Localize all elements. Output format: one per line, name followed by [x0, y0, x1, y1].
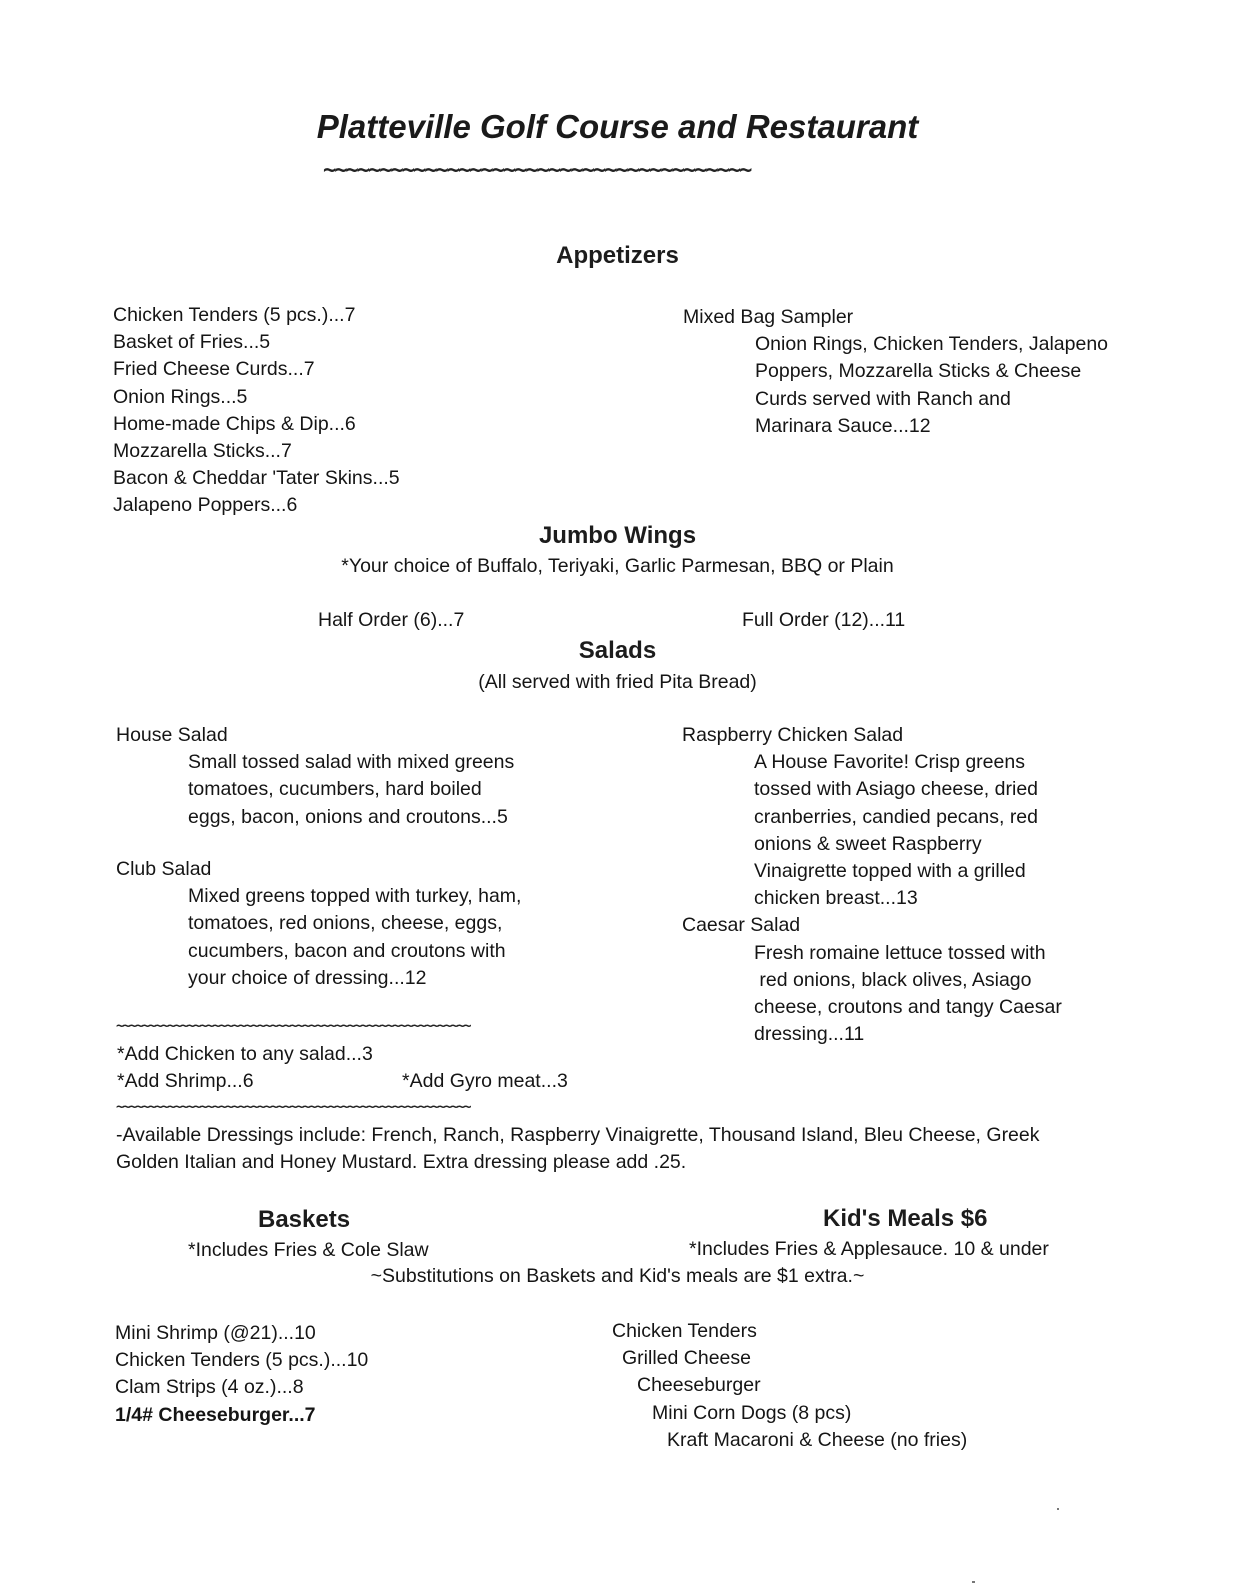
wings-choice-note: *Your choice of Buffalo, Teriyaki, Garlic Parmesan, BBQ or Plain — [341, 555, 894, 577]
house-salad-desc-line: tomatoes, cucumbers, hard boiled — [188, 778, 482, 801]
list-item: Mozzarella Sticks...7 — [113, 440, 292, 463]
sampler-desc-line: Onion Rings, Chicken Tenders, Jalapeno — [755, 333, 1109, 356]
caesar-salad-desc-line: red onions, black olives, Asiago — [754, 968, 1032, 991]
list-item: Chicken Tenders — [612, 1320, 757, 1342]
kids-meals-list — [612, 1318, 967, 1454]
dressings-line: -Available Dressings include: French, Ranch, Raspberry Vinaigrette, Thousand Island, Bleu Cheese, Greek — [116, 1124, 1040, 1146]
raspberry-salad-name: Raspberry Chicken Salad — [682, 724, 904, 746]
house-salad-name: House Salad — [116, 724, 228, 746]
caesar-salad-desc-line: cheese, croutons and tangy Caesar — [754, 996, 1062, 1019]
house-salad-block — [116, 722, 514, 831]
salads-heading: Salads — [578, 637, 657, 664]
list-item: Mini Shrimp (@21)...10 — [115, 1322, 316, 1344]
list-item: Kraft Macaroni & Cheese (no fries) — [667, 1428, 968, 1451]
club-salad-name: Club Salad — [116, 858, 212, 880]
sampler-desc-line: Poppers, Mozzarella Sticks & Cheese — [755, 360, 1082, 383]
add-chicken: *Add Chicken to any salad...3 — [117, 1043, 373, 1065]
list-item: Jalapeno Poppers...6 — [113, 494, 298, 517]
caesar-salad-desc-line: Fresh romaine lettuce tossed with — [754, 941, 1046, 964]
baskets-list — [115, 1320, 368, 1429]
baskets-heading: Baskets — [258, 1206, 351, 1233]
list-item: Clam Strips (4 oz.)...8 — [115, 1376, 304, 1399]
add-shrimp: *Add Shrimp...6 — [117, 1070, 254, 1092]
house-salad-desc-line: eggs, bacon, onions and croutons...5 — [188, 805, 508, 828]
salads-subheading: (All served with fried Pita Bread) — [478, 671, 757, 693]
list-item: Basket of Fries...5 — [113, 331, 271, 354]
appetizers-heading: Appetizers — [556, 242, 679, 269]
house-salad-desc-line: Small tossed salad with mixed greens — [188, 751, 515, 774]
sampler-desc-line: Curds served with Ranch and — [755, 387, 1011, 410]
title-wavy-rule: ~~~~~~~~~~~~~~~~~~~~~~~~~~~~~~~~~~~~~~ — [323, 158, 751, 183]
club-salad-desc-line: your choice of dressing...12 — [188, 966, 427, 989]
raspberry-salad-desc-line: A House Favorite! Crisp greens — [754, 751, 1025, 774]
club-salad-block — [116, 856, 521, 992]
jumbo-wings-heading: Jumbo Wings — [538, 522, 697, 549]
dressings-line: Golden Italian and Honey Mustard. Extra dressing please add .25. — [116, 1151, 687, 1173]
list-item: 1/4# Cheeseburger...7 — [115, 1403, 316, 1426]
caesar-salad-desc-line: dressing...11 — [754, 1023, 865, 1046]
wings-half-order: Half Order (6)...7 — [318, 609, 465, 631]
scan-speck — [1057, 1508, 1059, 1510]
list-item: Chicken Tenders (5 pcs.)...7 — [113, 304, 356, 326]
club-salad-desc-line: Mixed greens topped with turkey, ham, — [188, 885, 522, 908]
list-item: Onion Rings...5 — [113, 385, 248, 408]
kids-note: *Includes Fries & Applesauce. 10 & under — [689, 1238, 1049, 1260]
caesar-salad-name: Caesar Salad — [682, 914, 801, 937]
list-item: Bacon & Cheddar 'Tater Skins...5 — [113, 467, 400, 490]
raspberry-salad-block — [682, 722, 1062, 1048]
substitutions-note: ~Substitutions on Baskets and Kid's meals are $1 extra.~ — [370, 1265, 865, 1287]
list-item: Mini Corn Dogs (8 pcs) — [652, 1401, 852, 1424]
restaurant-title: Platteville Golf Course and Restaurant — [316, 108, 919, 145]
addons-top-rule: ~~~~~~~~~~~~~~~~~~~~~~~~~~~~~~~~~~~~~~~~~~~~~~~~~~~~~~~ — [116, 1018, 470, 1034]
raspberry-salad-desc-line: cranberries, candied pecans, red — [754, 805, 1038, 828]
list-item: Grilled Cheese — [622, 1347, 751, 1370]
baskets-note: *Includes Fries & Cole Slaw — [188, 1239, 429, 1261]
add-gyro: *Add Gyro meat...3 — [402, 1070, 568, 1092]
raspberry-salad-desc-line: Vinaigrette topped with a grilled — [754, 860, 1026, 883]
club-salad-desc-line: tomatoes, red onions, cheese, eggs, — [188, 912, 503, 935]
sampler-block — [683, 304, 1108, 440]
addons-bottom-rule: ~~~~~~~~~~~~~~~~~~~~~~~~~~~~~~~~~~~~~~~~~~~~~~~~~~~~~~~ — [116, 1099, 470, 1115]
list-item: Chicken Tenders (5 pcs.)...10 — [115, 1349, 369, 1372]
list-item: Fried Cheese Curds...7 — [113, 358, 315, 381]
kids-meals-heading: Kid's Meals $6 — [823, 1205, 988, 1232]
raspberry-salad-desc-line: tossed with Asiago cheese, dried — [754, 778, 1039, 801]
wings-full-order: Full Order (12)...11 — [742, 609, 906, 631]
raspberry-salad-desc-line: onions & sweet Raspberry — [754, 832, 982, 855]
sampler-name: Mixed Bag Sampler — [683, 306, 854, 328]
list-item: Home-made Chips & Dip...6 — [113, 412, 356, 435]
list-item: Cheeseburger — [637, 1374, 761, 1397]
scan-speck — [972, 1581, 975, 1583]
sampler-desc-line: Marinara Sauce...12 — [755, 414, 931, 437]
club-salad-desc-line: cucumbers, bacon and croutons with — [188, 939, 506, 962]
raspberry-salad-desc-line: chicken breast...13 — [754, 887, 918, 910]
appetizers-list — [113, 302, 400, 520]
